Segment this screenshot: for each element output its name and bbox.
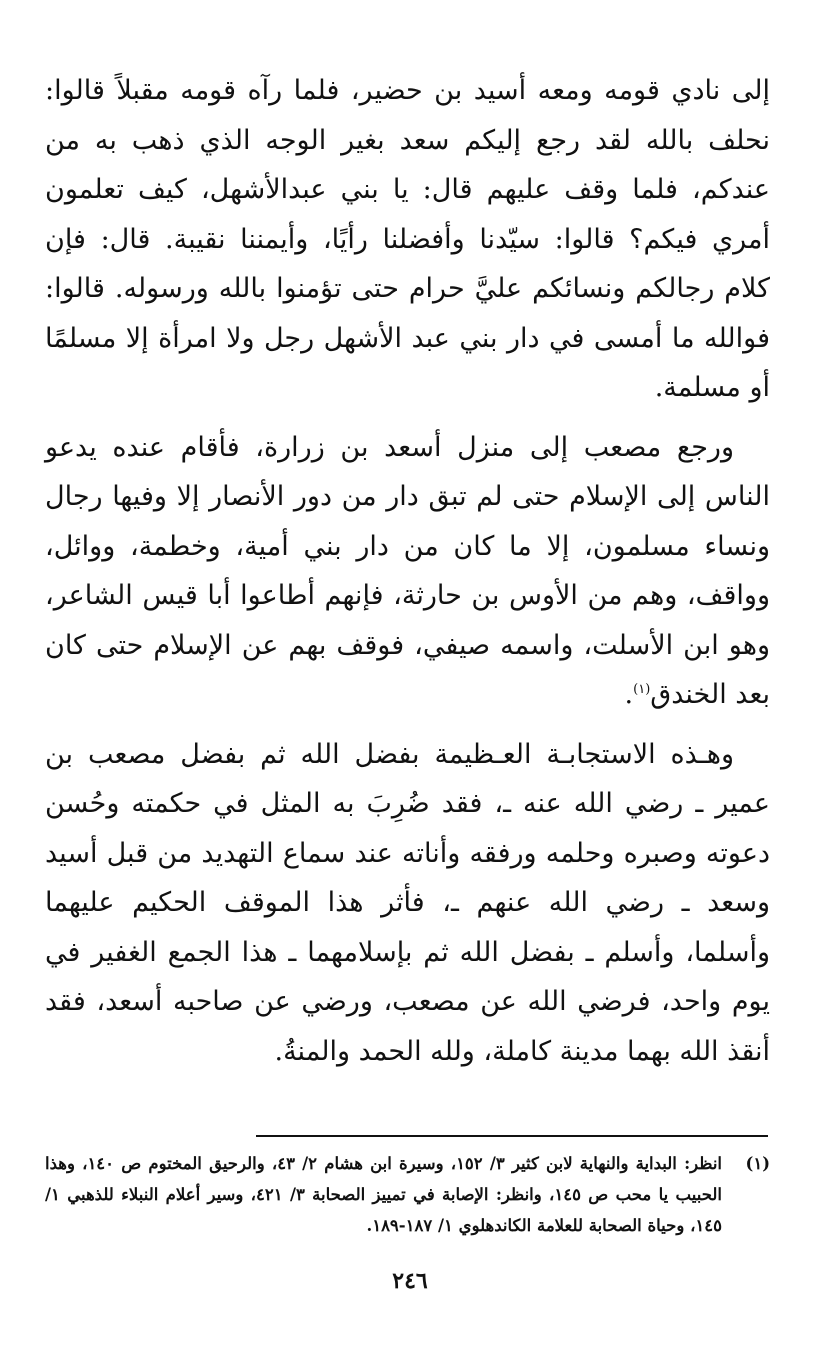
paragraph-2-text: ورجع مصعب إلى منزل أسعد بن زرارة، فأقام عنده يدعو الناس إلى الإسلام حتى لم تبق دار من دور الأنصار إلا وفيها رجال ونساء مسلمون، إلا ما كان من دار بني أمية، وخطمة، ووائل، وواقف، وهم من الأوس بن حارثة، فإنهم أطاعوا أبا قيس الشاعر، وهو ابن الأسلت، واسمه صيفي، فوقف بهم عن الإسلام حتى كان بعد الخندق <box>45 431 770 710</box>
footnote <box>45 1148 770 1241</box>
main-text <box>45 66 770 1086</box>
paragraph-3: وهـذه الاستجابـة العـظيمة بفضل الله ثم بفضل مصعب بن عمير ـ رضي الله عنه ـ، فقد ضُرِبَ به المثل في حكمته وحُسن دعوته وصبره وحلمه ورفقه وأناته عند سماع التهديد من قبل أسيد وسعد ـ رضي الله عنهم ـ، فأثر هذا الموقف الحكيم عليهما وأسلما، وأسلم ـ بفضل الله ثم بإسلامهما ـ هذا الجمع الغفير في يوم واحد، فرضي الله عن مصعب، ورضي عن صاحبه أسعد، فقد أنقذ الله بهما مدينة كاملة، ولله الحمد والمنةُ. <box>45 738 770 1067</box>
footnote-reference[interactable]: (١) <box>633 682 651 697</box>
paragraph-2-end: . <box>624 679 634 710</box>
footnote-separator <box>256 1135 768 1137</box>
footnote-text: انظر: البداية والنهاية لابن كثير ٣/ ١٥٢، وسيرة ابن هشام ٢/ ٤٣، والرحيق المختوم ص ١٤٠، وهذا الحبيب يا محب ص ١٤٥، وانظر: الإصابة في تمييز الصحابة ٣/ ٤٢١، وسير أعلام النبلاء للذهبي ١/ ١٤٥، وحياة الصحابة للعلامة الكاندهلوي ١/ ١٨٧-١٨٩. <box>45 1154 722 1235</box>
paragraph-2 <box>45 423 770 720</box>
page-number: ٢٤٦ <box>392 1268 428 1294</box>
footnote-number: (١) <box>745 1154 770 1173</box>
paragraph-1: إلى نادي قومه ومعه أسيد بن حضير، فلما رآه قومه مقبلاً قالوا: نحلف بالله لقد رجع إليكم سعد بغير الوجه الذي ذهب به من عندكم، فلما وقف عليهم قال: يا بني عبدالأشهل، كيف تعلمون أمري فيكم؟ قالوا: سيّدنا وأفضلنا رأيًا، وأيمننا نقيبة. قال: فإن كلام رجالكم ونسائكم عليَّ حرام حتى تؤمنوا بالله ورسوله. قالوا: فوالله ما أمسى في دار بني عبد الأشهل رجل ولا امرأة إلا مسلمًا أو مسلمة. <box>45 75 770 403</box>
